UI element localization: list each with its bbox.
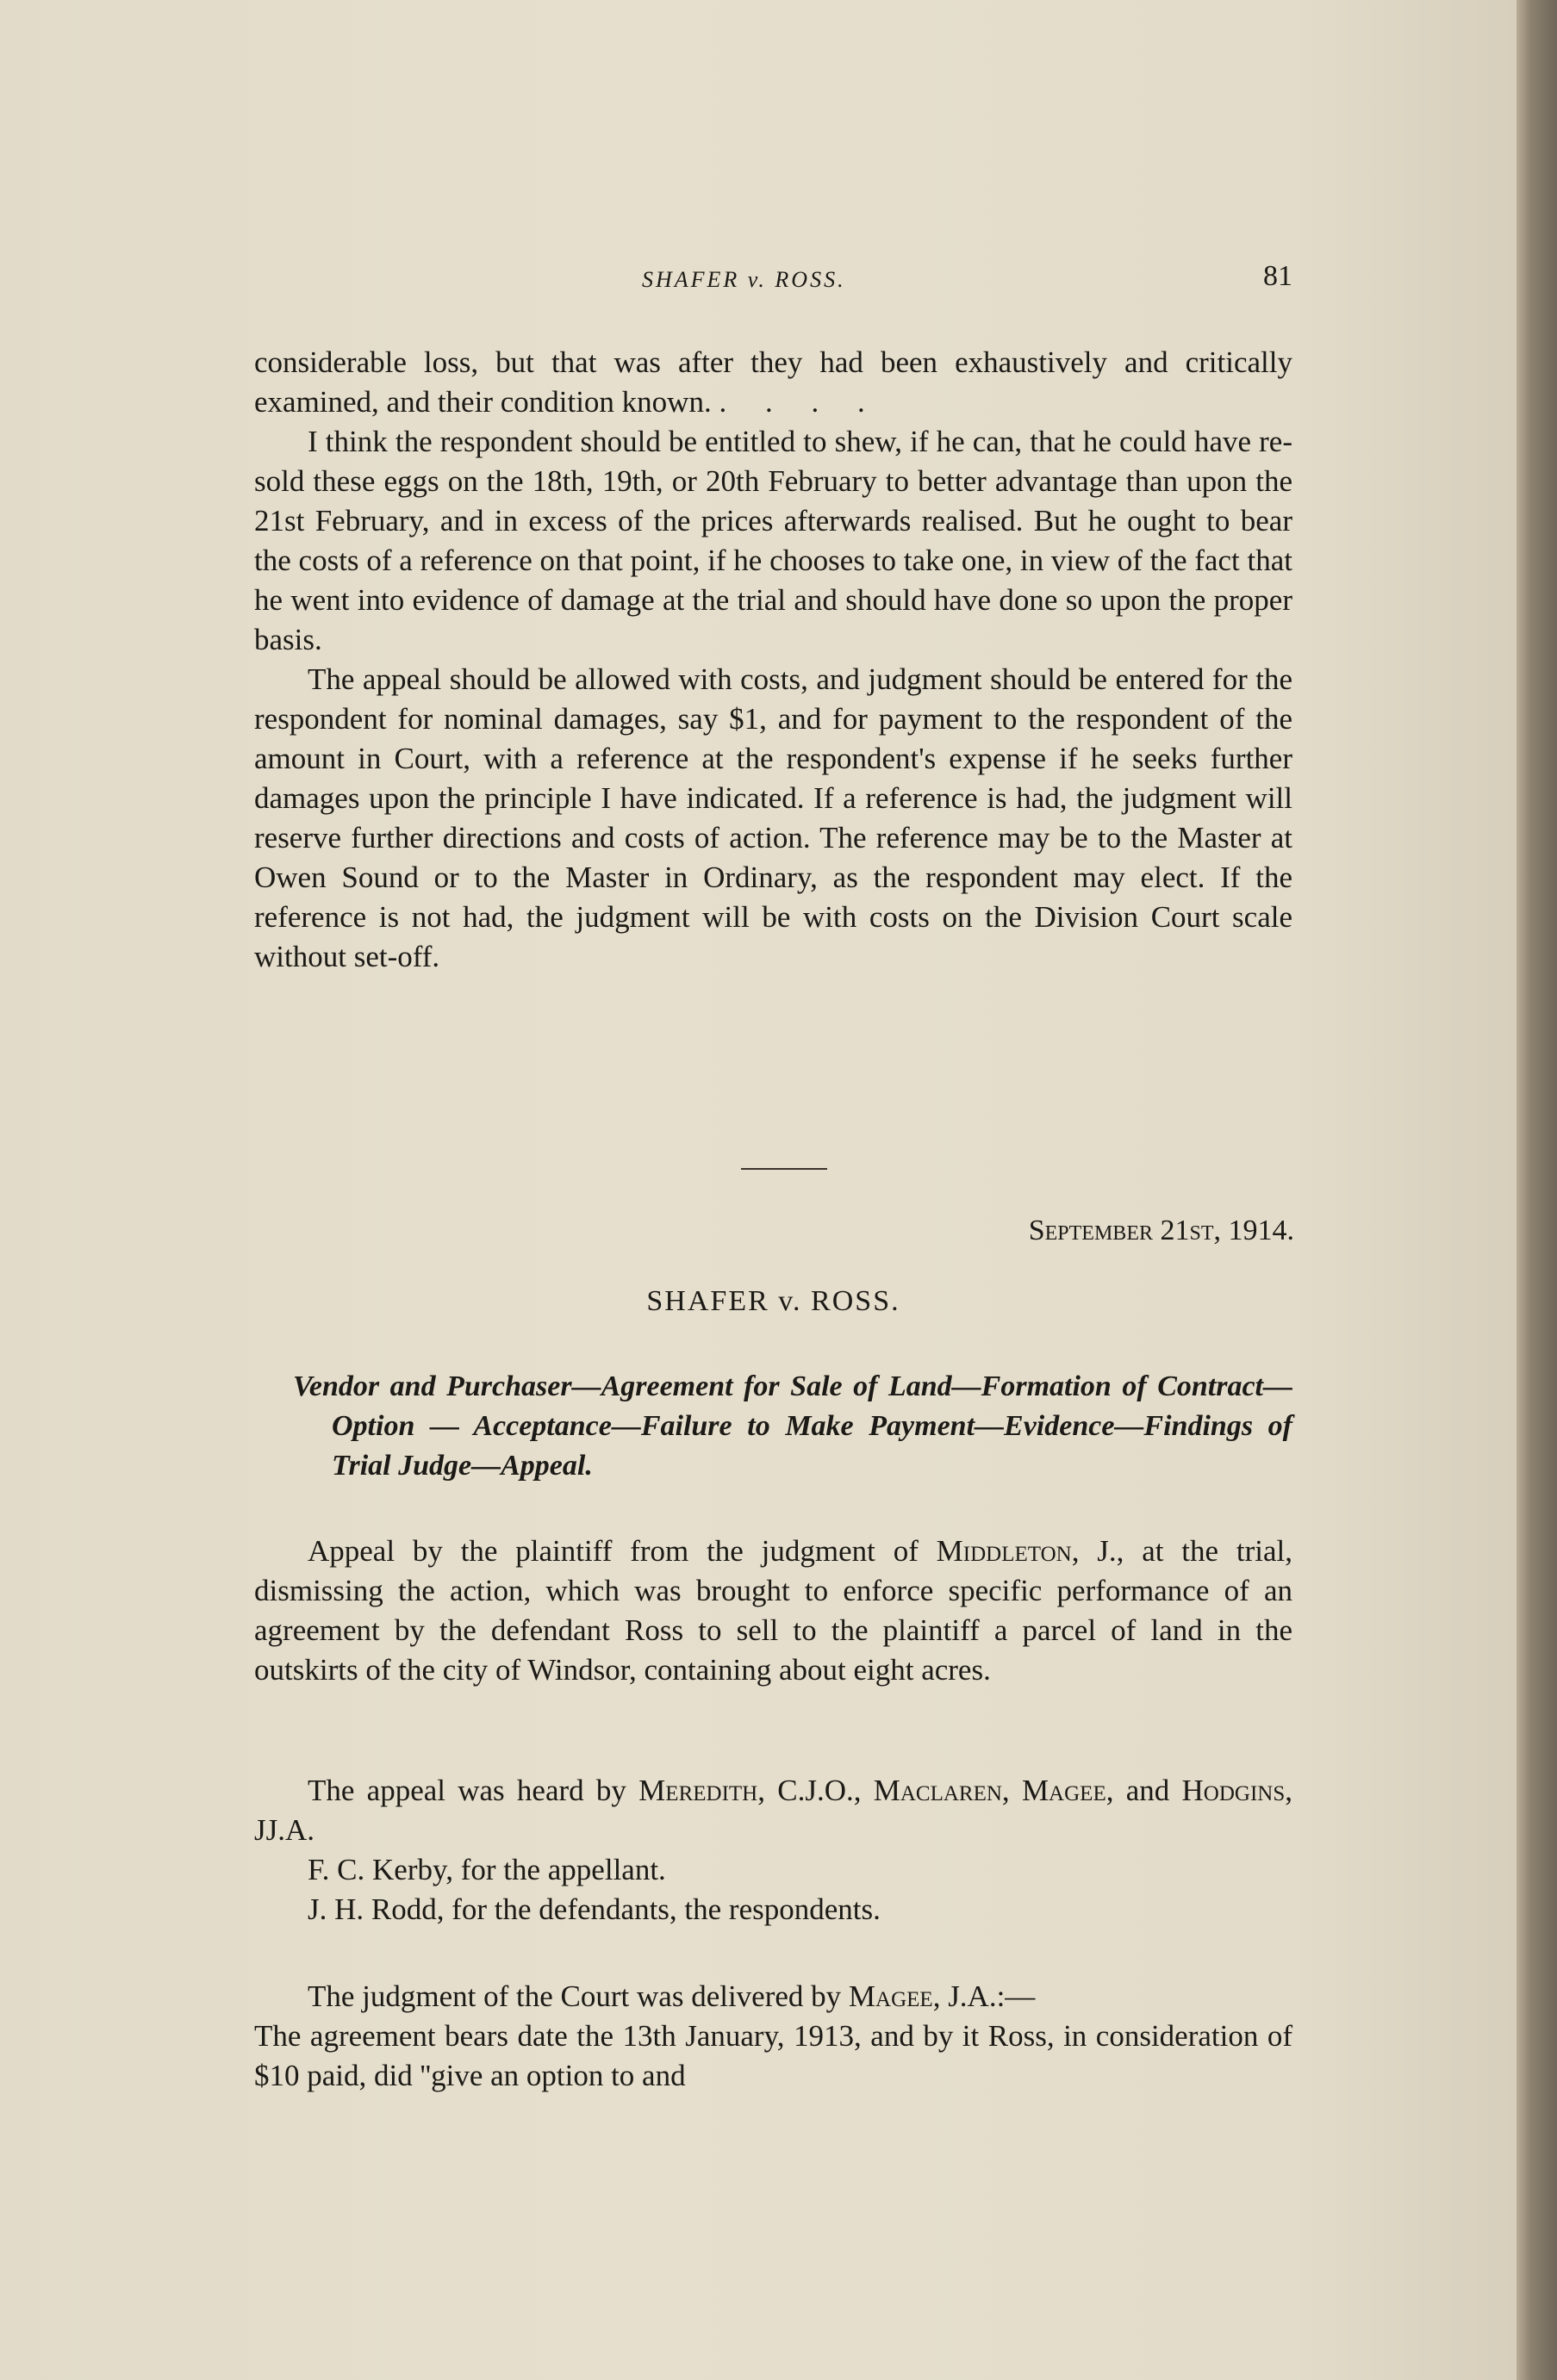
page-header bbox=[254, 260, 1292, 303]
counsel-appellant: F. C. Kerby, for the appellant. bbox=[308, 1853, 666, 1886]
paragraph-shew: I think the respondent should be entitled to shew, if he can, that he could have re-sold these eggs on the 18th, 19th, or 20th February to better advantage than upon the 21st February, and in excess of the prices afterwards realised. But he ought to bear the costs of a reference on that point, if he chooses to take one, in view of the fact that he went into evidence of damage at the trial and should have done so upon the proper basis. bbox=[254, 425, 1292, 656]
page-number: 81 bbox=[1263, 260, 1292, 292]
appeal-pre: Appeal by the plaintiff from the judgment of bbox=[308, 1534, 937, 1568]
decision-date-text: September 21st, 1914. bbox=[1028, 1215, 1294, 1246]
appeal-statement bbox=[254, 1532, 1292, 1690]
opinion-continuation bbox=[254, 343, 1292, 977]
book-spine-shadow bbox=[1517, 0, 1557, 2380]
judge-hodgins: Hodgins bbox=[1181, 1774, 1286, 1807]
judge-meredith: Meredith bbox=[638, 1774, 758, 1807]
section-divider bbox=[741, 1168, 827, 1170]
paragraph-agreement: The agreement bears date the 13th January, 1913, and by it Ross, in consideration of $10 paid, did ''give an option to and bbox=[254, 2019, 1292, 2092]
case-title: SHAFER v. ROSS. bbox=[646, 1285, 900, 1317]
decision-date bbox=[254, 1215, 1294, 1247]
paragraph-heard bbox=[254, 1771, 1292, 1850]
judgment-pre: The judgment of the Court was delivered by bbox=[308, 1979, 849, 2013]
appeal-post: , J., at the trial, dismissing the action, which was brought to enforce specific performance of an agreement by the defendant Ross to sell to the plaintiff a parcel of land in the outskirts of the city of Windsor, containing about eight acres. bbox=[254, 1534, 1292, 1687]
headnote: Vendor and Purchaser—Agreement for Sale of Land—Formation of Contract—Option — Acceptance—Failure to Make Payment—Evidence—Findings of Trial Judge—Appeal. bbox=[293, 1370, 1292, 1482]
judgment bbox=[254, 1977, 1292, 2096]
counsel-respondents: J. H. Rodd, for the defendants, the respondents. bbox=[308, 1892, 881, 1926]
hearing-details bbox=[254, 1771, 1292, 1929]
running-head: SHAFER v. ROSS. bbox=[642, 267, 846, 292]
judgment-post: , J.A.:— bbox=[932, 1979, 1036, 2013]
heard-pre: The appeal was heard by bbox=[308, 1774, 639, 1807]
paragraph-judgment-intro bbox=[254, 1977, 1292, 2016]
heard-mid1: , C.J.O., bbox=[757, 1774, 874, 1807]
heard-post: , JJ.A. bbox=[254, 1774, 1292, 1847]
paragraph-appeal bbox=[254, 1532, 1292, 1690]
judgment-judge: Magee bbox=[848, 1979, 933, 2013]
judge-maclaren: Maclaren bbox=[873, 1774, 1002, 1807]
heard-mid2: , bbox=[1001, 1774, 1022, 1807]
heard-mid3: , and bbox=[1105, 1774, 1182, 1807]
paragraph-loss bbox=[254, 343, 1292, 422]
paragraph-loss-text: considerable loss, but that was after they had been exhaustively and critically examined, and their condition known. bbox=[254, 345, 1292, 419]
ellipsis: . . . . bbox=[719, 385, 881, 419]
trial-judge-name: Middleton bbox=[936, 1534, 1072, 1568]
paragraph-appeal-allowed: The appeal should be allowed with costs, and judgment should be entered for the respondent for nominal damages, say $1, and for payment to the respondent of the amount in Court, with a reference at the respondent's expense if he seeks further damages upon the principle I have indicated. If a reference is had, the judgment will reserve further directions and costs of action. The reference may be to the Master at Owen Sound or to the Master in Ordinary, as the respondent may elect. If the reference is not had, the judgment will be with costs on the Division Court scale without set-off. bbox=[254, 662, 1292, 973]
judge-magee: Magee bbox=[1021, 1774, 1106, 1807]
